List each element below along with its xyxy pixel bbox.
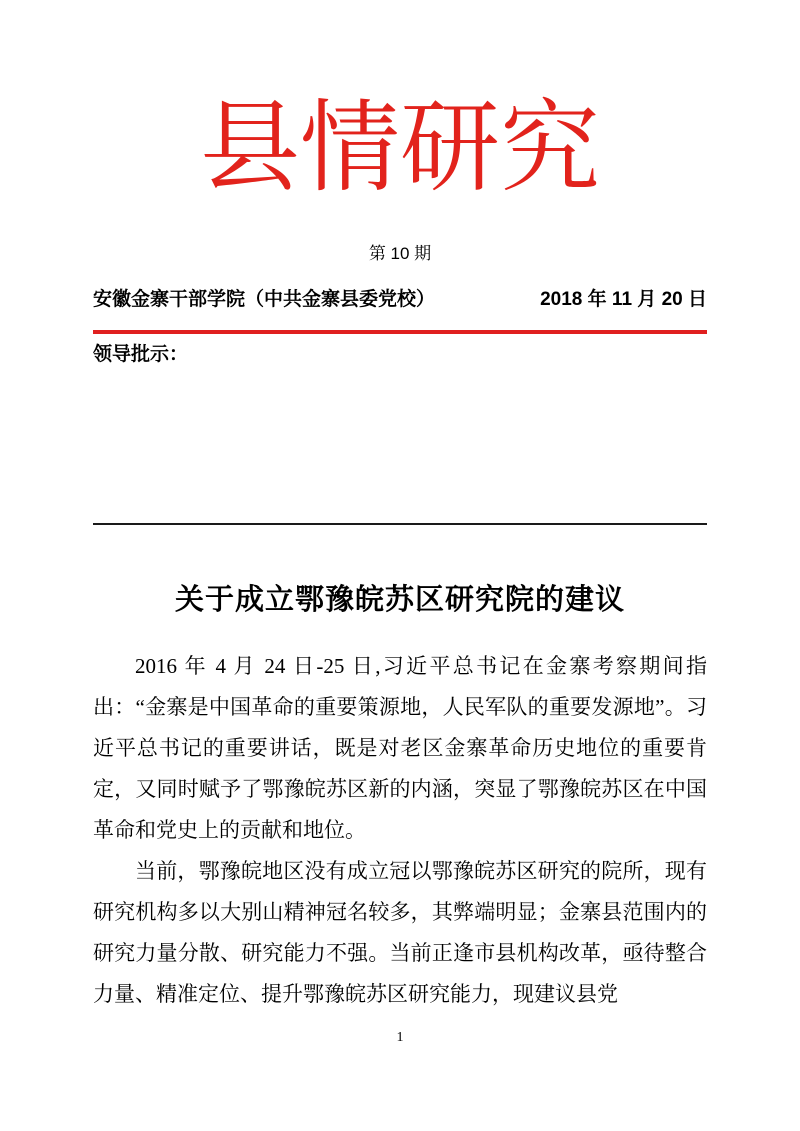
article-title: 关于成立鄂豫皖苏区研究院的建议 [174, 584, 625, 616]
masthead-title: 县情研究 [200, 92, 600, 204]
thin-divider-rule [93, 523, 707, 525]
page-number: 1 [396, 1030, 404, 1045]
body-paragraph: 当前，鄂豫皖地区没有成立冠以鄂豫皖苏区研究的院所，现有研究机构多以大别山精神冠名较多，其弊端明显；金寨县范围内的研究力量分散、研究能力不强。当前正逢市县机构改革，亟待整合力量、精准定位、提升鄂豫皖苏区研究能力，现建议县党 [93, 859, 707, 1006]
publisher-date-row [93, 284, 707, 311]
issue-number: 第 10 期 [368, 244, 432, 263]
publication-date: 2018 年 11 月 20 日 [540, 289, 707, 310]
body-paragraph: 2016 年 4 月 24 日-25 日,习近平总书记在金寨考察期间指出：“金寨是中国革命的重要策源地，人民军队的重要发源地”。习近平总书记的重要讲话，既是对老区金寨革命历史地位的重要肯定，又同时赋予了鄂豫皖苏区新的内涵，突显了鄂豫皖苏区在中国革命和党史上的贡献和地位。 [93, 654, 707, 842]
red-divider-rule [93, 330, 707, 334]
publisher-name: 安徽金寨干部学院（中共金寨县委党校） [93, 289, 436, 310]
article-body [93, 646, 707, 1015]
leader-approval-label: 领导批示： [93, 344, 189, 365]
